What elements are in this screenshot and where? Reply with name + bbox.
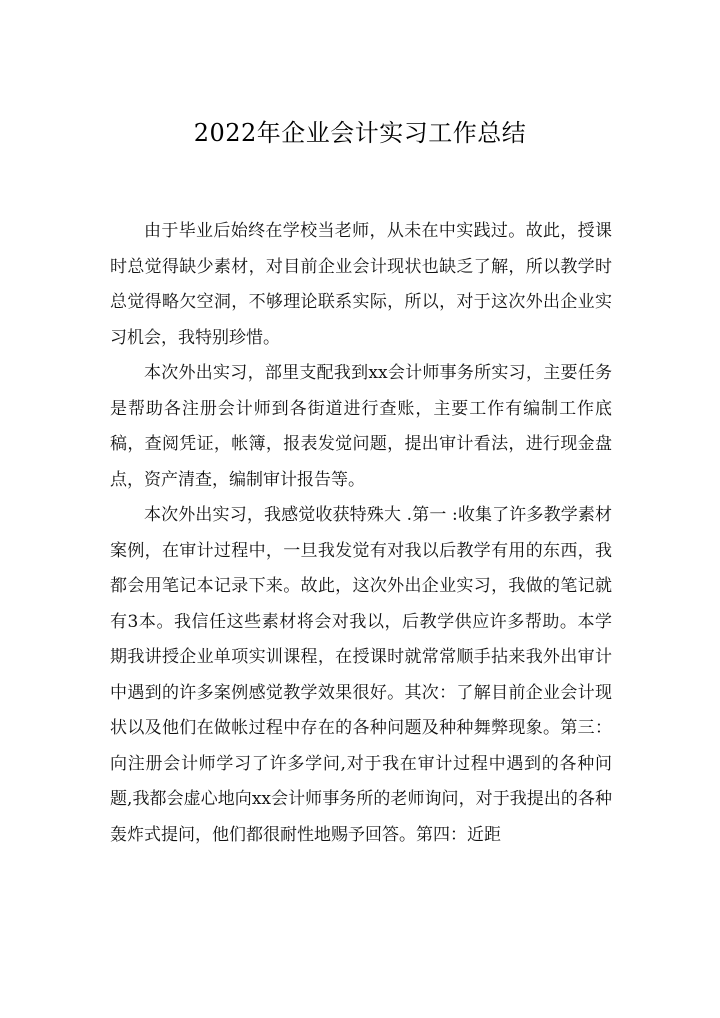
paragraph-2: 本次外出实习，部里支配我到xx会计师事务所实习，主要任务是帮助各注册会计师到各街道进行查账，主要工作有编制工作底稿，查阅凭证，帐簿，报表发觉问题，提出审计看法，进行现金盘点，资产清查，编制审计报告等。 <box>110 363 612 490</box>
document-title: 2022年企业会计实习工作总结 <box>193 119 527 147</box>
paragraph-3: 本次外出实习，我感觉收获特殊大 .第一 :收集了许多教学素材案例，在审计过程中，一旦我发觉有对我以后教学有用的东西，我都会用笔记本记录下来。故此，这次外出企业实习，我做的笔记就有3本。我信任这些素材将会对我以，后教学供应许多帮助。本学期我讲授企业单项实训课程，在授课时就常常顺手拈来我外出审计中遇到的许多案例感觉教学效果很好。其次：了解目前企业会计现状以及他们在做帐过程中存在的各种问题及种种舞弊现象。第三：向注册会计师学习了许多学问,对于我在审计过程中遇到的各种问题,我都会虚心地向xx会计师事务所的老师询问，对于我提出的各种轰炸式提问，他们都很耐性地赐予回答。第四：近距 <box>110 505 612 845</box>
document-body <box>110 214 612 853</box>
paragraph-1: 由于毕业后始终在学校当老师，从未在中实践过。故此，授课时总觉得缺少素材，对目前企业会计现状也缺乏了解，所以教学时总觉得略欠空洞，不够理论联系实际，所以，对于这次外出企业实习机会，我特别珍惜。 <box>110 221 612 348</box>
